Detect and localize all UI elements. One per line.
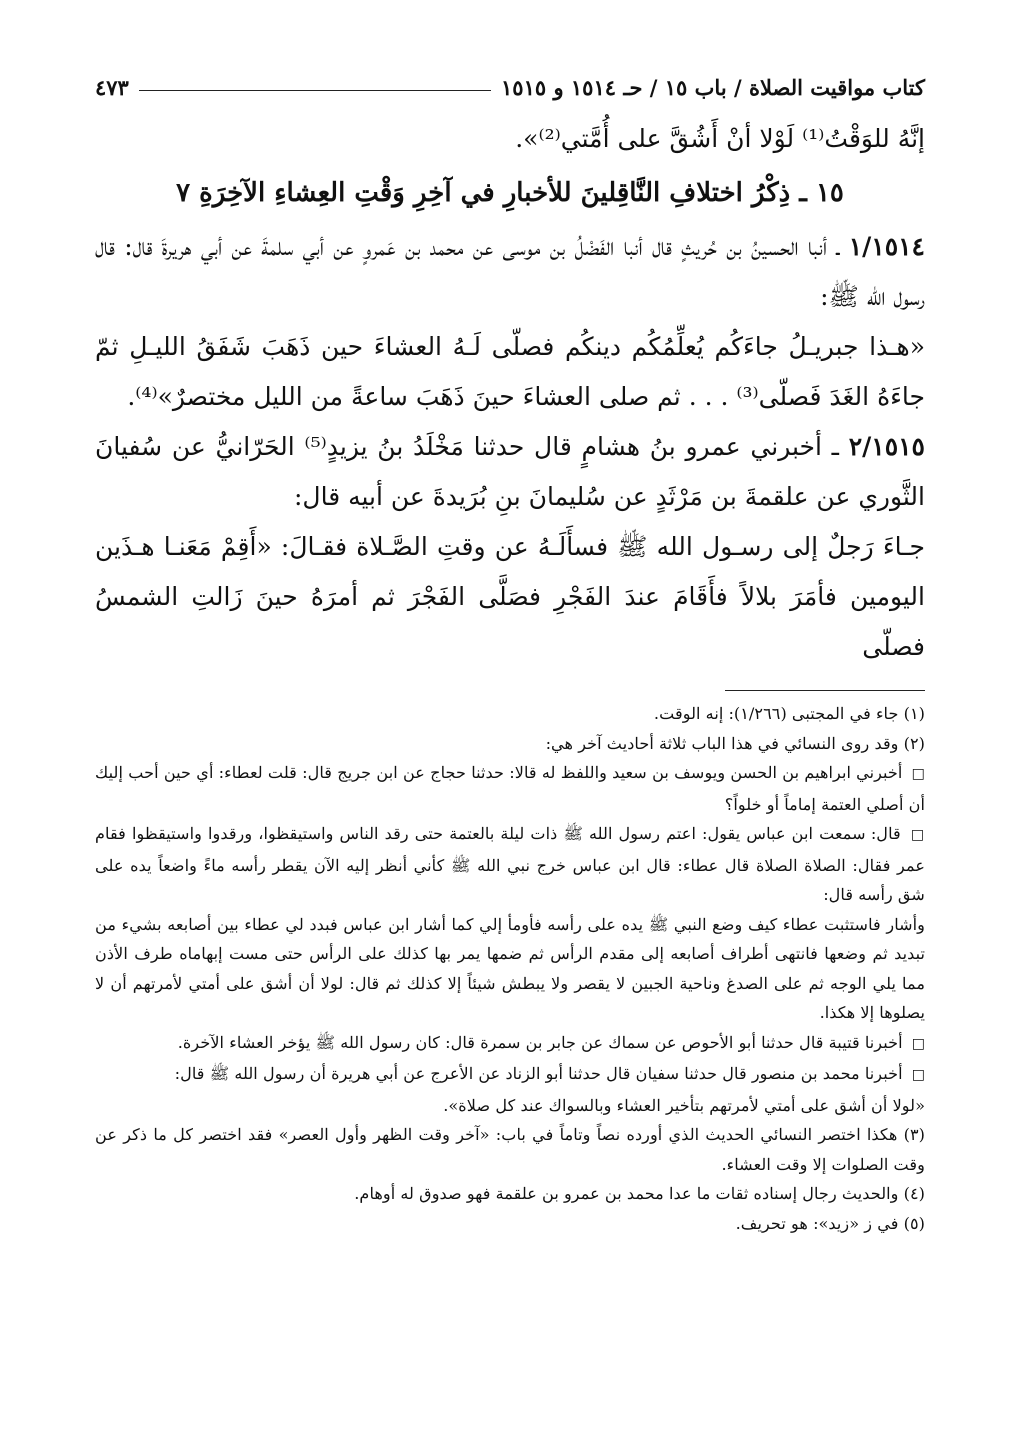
hadith-chain: ـ أنبا الحسينُ بن حُريثٍ قال أنبا الفَضْلُ بن موسى عن محمد بن عَمروٍ عن أبي سلمةَ عن أبي هريرةَ قال: قال رسول الله ﷺ: xyxy=(95,232,925,311)
page xyxy=(95,66,925,1238)
footnote-1: (١) جاء في المجتبى (١/٢٦٦): إنه الوقت. xyxy=(653,704,925,723)
footnote-5: (٥) في ز «زيد»: هو تحريف. xyxy=(735,1213,925,1233)
hadith-chain: ـ أخبرني عمرو بنُ هشامٍ قال حدثنا مَخْلَدُ بنُ يزيدٍ⁽⁵⁾ الحَرّانيُّ عن سُفيانَ الثَّوري عن علقمةَ بن مَرْثَدٍ عن سُليمانَ بنِ بُرَيدةَ عن أبيه قال: xyxy=(95,432,925,511)
main-text xyxy=(95,114,925,672)
footnote-2-paragraph: وأشار فاستثبت عطاء كيف وضع النبي ﷺ يده على رأسه فأومأ إلي كما أشار ابن عباس فبدد لي عطاء بين أصابعه بشيء من تبديد ثم وضعها فانتهى أطراف أصابعه إلى مقدم الرأس ثم ضمها يمر بها كذلك على الرأس حتى مست إبهاماه طرف الأذن مما يلي الوجه ثم على الصدغ وناحية الجبين لا يقصر ولا يبطش شيئاً إلا كذلك ثم قال: لولا أن أشق على أمتي لأمرتهم أن لا يصلوها إلا هكذا. xyxy=(95,914,925,1022)
footnotes xyxy=(95,699,925,1238)
footnote-2-item: □ أخبرنا قتيبة قال حدثنا أبو الأحوص عن سماك عن جابر بن سمرة قال: كان رسول الله ﷺ يؤخر العشاء الآخرة. xyxy=(177,1032,925,1052)
footnote-2-item: □ أخبرنا محمد بن منصور قال حدثنا سفيان قال حدثنا أبو الزناد عن الأعرج عن أبي هريرة أن رسول الله ﷺ قال: xyxy=(174,1064,925,1083)
footnote-2: (٢) وقد روى النسائي في هذا الباب ثلاثة أحاديث آخر هي: xyxy=(545,733,925,753)
hadith-1514 xyxy=(95,222,925,322)
square-bullet-icon: □ xyxy=(911,766,925,782)
footnote-2-item: □ قال: سمعت ابن عباس يقول: اعتم رسول الله ﷺ ذات ليلة بالعتمة حتى رقد الناس واستيقظوا، ورقدوا واستيقظوا فقام عمر فقال: الصلاة الصلاة قال عطاء: قال ابن عباس خرج نبي الله ﷺ كأني أنظر إليه الآن يقطر رأسه ماءً واضعاً يده على شق رأسه قال: xyxy=(95,824,925,904)
square-bullet-icon: □ xyxy=(911,1067,925,1083)
hadith-number: ١/١٥١٤ xyxy=(848,232,925,261)
square-bullet-icon: □ xyxy=(910,827,925,843)
continuation-line: إنَّهُ للوَقْتُ⁽¹⁾ لَوْلا أنْ أَشُقَّ على أُمَّتي⁽²⁾». xyxy=(515,124,925,153)
page-header xyxy=(95,66,925,108)
footnote-separator xyxy=(725,690,925,691)
footnote-2-item: □ أخبرني ابراهيم بن الحسن ويوسف بن سعيد واللفظ له قالا: حدثنا حجاج عن ابن جريج قال: قلت لعطاء: أي حين أحب إليك أن أصلي العتمة إماماً أو خلواً؟ xyxy=(95,763,925,814)
page-number: ٤٧٣ xyxy=(95,74,129,100)
hadith-number: ٢/١٥١٥ xyxy=(848,432,925,461)
hadith-1515-text: جـاءَ رَجلٌ إلى رسـول الله ﷺ فسأَلَـهُ عن وقتِ الصَّـلاة فقـالَ: «أَقِمْ مَعَنـا هـذَين اليومين فأمَرَ بلالاً فأَقَامَ عندَ الفَجْرِ فصَلَّى الفَجْرَ ثم أمرَهُ حينَ زَالتِ الشمسُ فصلّى xyxy=(95,532,925,661)
running-title: كتاب مواقيت الصلاة / باب ١٥ / حـ ١٥١٤ و ١٥١٥ xyxy=(501,74,925,100)
square-bullet-icon: □ xyxy=(911,1035,925,1052)
chapter-heading: ١٥ ـ ذِكْرُ اختلافِ النَّاقِلينَ للأخبارِ في آخِرِ وَقْتِ العِشاءِ الآخِرَةِ ٧ xyxy=(176,178,844,208)
hadith-1515 xyxy=(95,422,925,522)
footnote-2-quote: «لولا أن أشق على أمتي لأمرتهم بتأخير العشاء وبالسواك عند كل صلاة». xyxy=(443,1095,925,1115)
footnote-3: (٣) هكذا اختصر النسائي الحديث الذي أورده نصاً وتاماً في باب: «آخر وقت الظهر وأول العصر» فقد اختصر كل ما ذكر عن وقت الصلوات إلا وقت العشاء. xyxy=(95,1125,925,1174)
header-rule xyxy=(139,90,491,91)
hadith-1514-text: «هـذا جبريـلُ جاءَكُم يُعلِّمُكُم دينكُم فصلّى لَـهُ العشاءَ حين ذَهَبَ شَفَقُ الليـلِ ثمّ جاءَهُ الغَدَ فَصلّى⁽³⁾ . . . ثم صلى العشاءَ حينَ ذَهَبَ ساعةً من الليل مختصرٌ»⁽⁴⁾. xyxy=(95,332,925,411)
footnote-4: (٤) والحديث رجال إسناده ثقات ما عدا محمد بن عمرو بن علقمة فهو صدوق له أوهام. xyxy=(354,1184,925,1203)
